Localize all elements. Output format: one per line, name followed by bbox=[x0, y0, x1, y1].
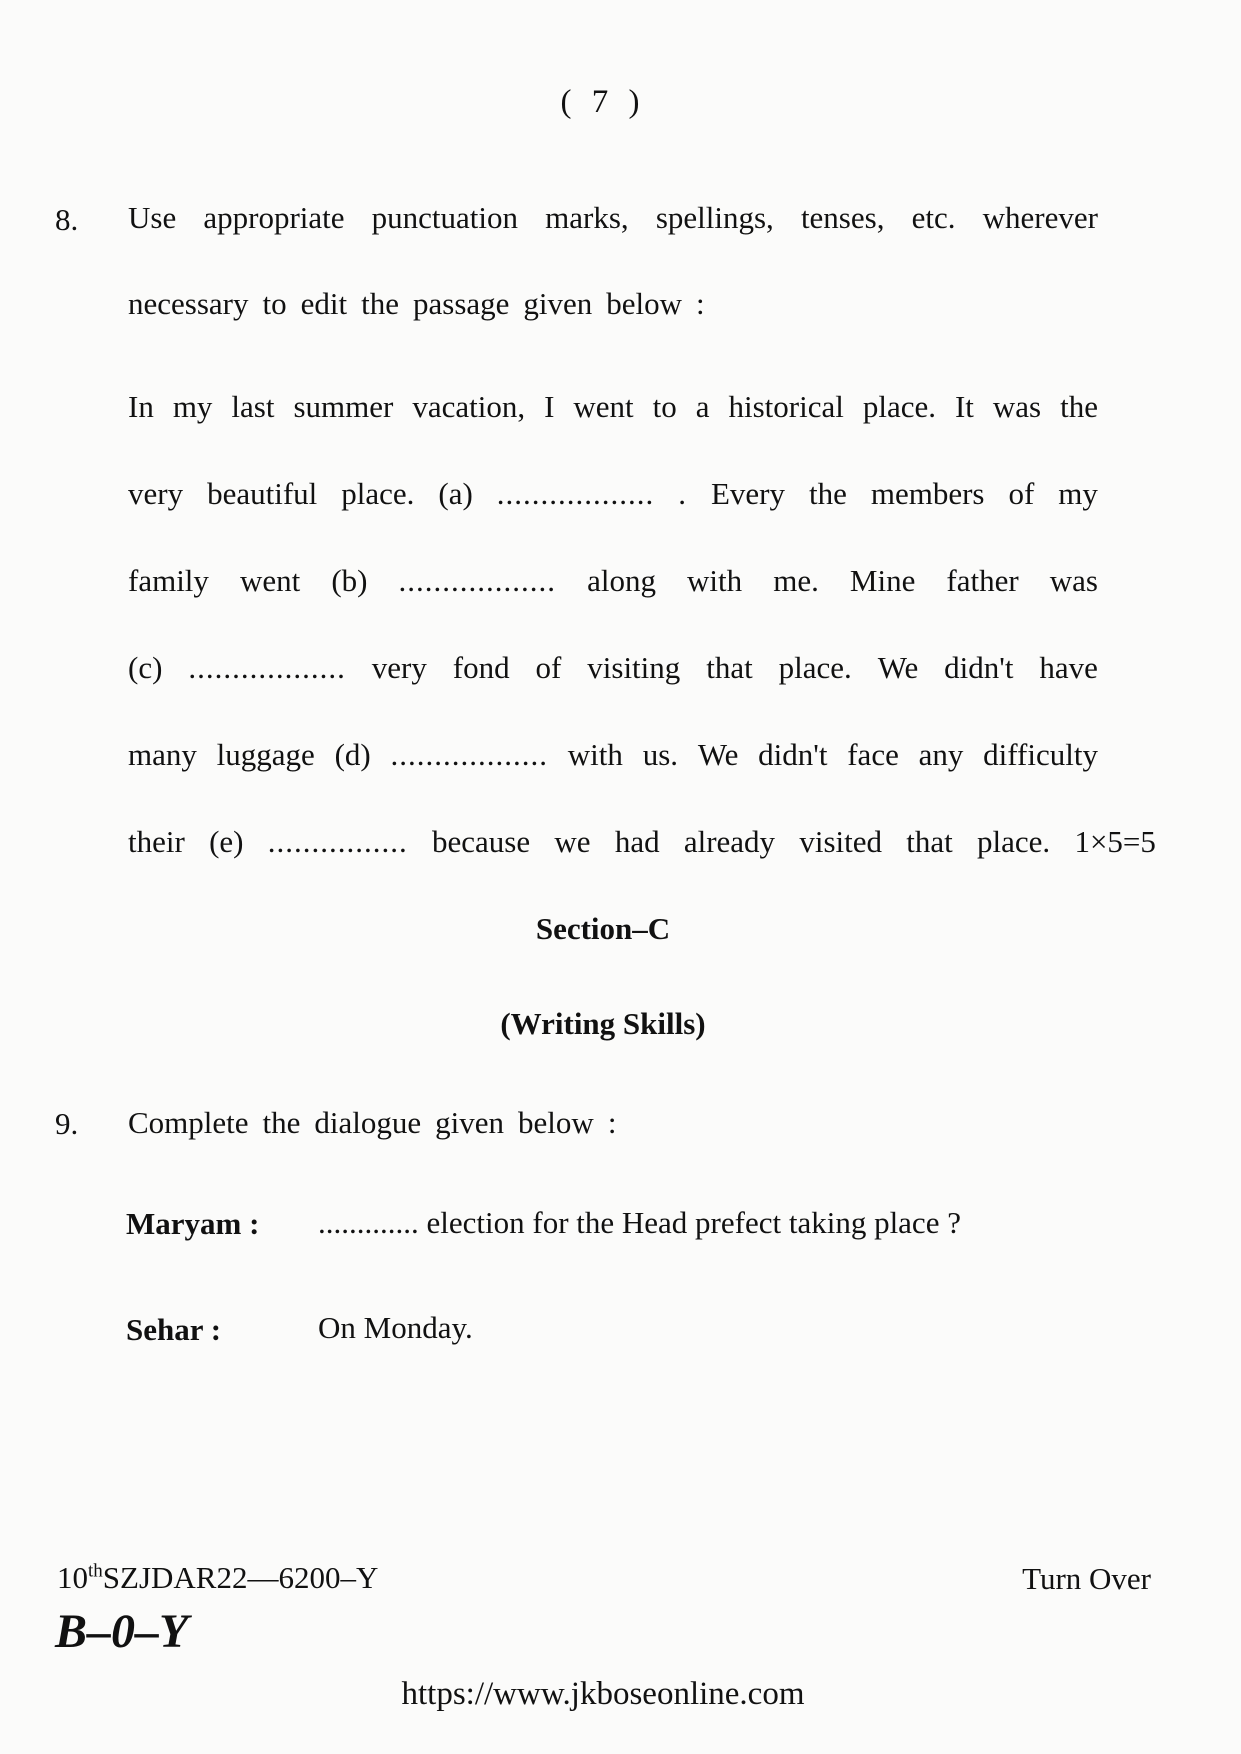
word: face bbox=[847, 737, 899, 772]
blank-dots: ................ bbox=[267, 824, 408, 859]
word: (c) bbox=[128, 650, 163, 685]
word: visiting bbox=[587, 650, 681, 685]
q8-passage-line-1 bbox=[128, 387, 1098, 427]
dialogue-speaker-maryam: Maryam : bbox=[126, 1206, 260, 1241]
word: their bbox=[128, 824, 185, 859]
section-title: Section–C bbox=[535, 911, 671, 946]
paper-code-grade: 10 bbox=[57, 1560, 88, 1595]
word: us. bbox=[642, 737, 679, 772]
source-url: https://www.jkboseonline.com bbox=[401, 1676, 805, 1712]
q8-passage-line-2 bbox=[128, 474, 1098, 514]
word: given bbox=[435, 1105, 505, 1140]
word: In bbox=[128, 389, 154, 424]
word: luggage bbox=[216, 737, 315, 772]
word: father bbox=[946, 563, 1019, 598]
word: was bbox=[992, 389, 1042, 424]
word: : bbox=[607, 1105, 617, 1140]
word: a bbox=[695, 389, 710, 424]
word: given bbox=[523, 286, 593, 321]
word: beautiful bbox=[207, 476, 318, 511]
word: Every bbox=[710, 476, 786, 511]
word: was bbox=[1049, 563, 1098, 598]
word: any bbox=[918, 737, 964, 772]
word: very bbox=[128, 476, 184, 511]
word: punctuation bbox=[371, 200, 519, 235]
word: etc. bbox=[911, 200, 956, 235]
word: didn't bbox=[758, 737, 828, 772]
q8-passage-line-4 bbox=[128, 648, 1098, 688]
word: of bbox=[1008, 476, 1035, 511]
word: I bbox=[544, 389, 555, 424]
q8-instruction-line-2 bbox=[128, 284, 1098, 324]
page-number: ( 7 ) bbox=[560, 84, 646, 120]
word: my bbox=[1058, 476, 1098, 511]
word: tenses, bbox=[800, 200, 885, 235]
word: It bbox=[954, 389, 974, 424]
word: didn't bbox=[944, 650, 1014, 685]
blank-dots: . bbox=[678, 476, 687, 511]
word: We bbox=[697, 737, 739, 772]
paper-code-rest: SZJDAR22—6200–Y bbox=[102, 1560, 379, 1595]
word: summer bbox=[293, 389, 394, 424]
paper-code bbox=[57, 1560, 378, 1596]
paper-code-sup: th bbox=[88, 1560, 103, 1582]
word: difficulty bbox=[983, 737, 1098, 772]
blank-dots: .................. bbox=[390, 737, 549, 772]
word: Complete bbox=[128, 1105, 249, 1140]
q8-instruction-line-1 bbox=[128, 198, 1098, 238]
dialogue-line-sehar: On Monday. bbox=[318, 1310, 473, 1345]
word: me. bbox=[773, 563, 819, 598]
question-9-number: 9. bbox=[55, 1106, 79, 1141]
word: went bbox=[239, 563, 301, 598]
blank-dots: .................. bbox=[398, 563, 557, 598]
word: very bbox=[371, 650, 427, 685]
booklet-code: B–0–Y bbox=[55, 1605, 189, 1658]
word: below bbox=[518, 1105, 594, 1140]
word: place. bbox=[862, 389, 936, 424]
word: my bbox=[172, 389, 213, 424]
word: with bbox=[687, 563, 743, 598]
word: (a) bbox=[438, 476, 473, 511]
word: spellings, bbox=[655, 200, 774, 235]
word: dialogue bbox=[314, 1105, 422, 1140]
word: we bbox=[554, 824, 591, 859]
word: family bbox=[128, 563, 209, 598]
q8-passage-line-5 bbox=[128, 735, 1098, 775]
word: place. bbox=[778, 650, 852, 685]
section-subtitle: (Writing Skills) bbox=[500, 1006, 706, 1041]
word: (e) bbox=[209, 824, 244, 859]
word: last bbox=[231, 389, 275, 424]
word: to bbox=[262, 286, 287, 321]
word: members bbox=[870, 476, 985, 511]
q8-passage-line-6 bbox=[128, 822, 1156, 862]
blank-dots: .................. bbox=[188, 650, 346, 685]
word: 1×5=5 bbox=[1074, 824, 1156, 859]
word: place. bbox=[977, 824, 1051, 859]
question-8-number: 8. bbox=[55, 202, 79, 237]
word: place. bbox=[341, 476, 415, 511]
word: many bbox=[128, 737, 197, 772]
word: appropriate bbox=[203, 200, 345, 235]
word: that bbox=[906, 824, 953, 859]
word: necessary bbox=[128, 286, 249, 321]
word: We bbox=[877, 650, 919, 685]
word: went bbox=[573, 389, 634, 424]
word: because bbox=[432, 824, 531, 859]
word: the bbox=[361, 286, 399, 321]
word: fond bbox=[452, 650, 510, 685]
word: passage bbox=[413, 286, 510, 321]
word: Use bbox=[128, 200, 177, 235]
word: vacation, bbox=[412, 389, 526, 424]
word: : bbox=[696, 286, 705, 321]
word: had bbox=[614, 824, 660, 859]
word: below bbox=[606, 286, 683, 321]
word: already bbox=[683, 824, 776, 859]
word: that bbox=[706, 650, 753, 685]
dialogue-speaker-sehar: Sehar : bbox=[126, 1312, 222, 1347]
word: along bbox=[587, 563, 656, 598]
word: wherever bbox=[982, 200, 1098, 235]
blank-dots: .................. bbox=[496, 476, 655, 511]
word: the bbox=[262, 1105, 301, 1140]
word: the bbox=[809, 476, 847, 511]
dialogue-line-maryam: ............. election for the Head prefect taking place ? bbox=[318, 1205, 961, 1240]
word: to bbox=[652, 389, 677, 424]
word: with bbox=[567, 737, 623, 772]
word: have bbox=[1039, 650, 1098, 685]
word: of bbox=[535, 650, 562, 685]
word: the bbox=[1060, 389, 1098, 424]
word: Mine bbox=[849, 563, 916, 598]
word: edit bbox=[300, 286, 348, 321]
q9-instruction bbox=[128, 1103, 1098, 1143]
word: (b) bbox=[331, 563, 368, 598]
word: visited bbox=[799, 824, 882, 859]
word: (d) bbox=[334, 737, 371, 772]
word: historical bbox=[728, 389, 844, 424]
word: marks, bbox=[545, 200, 629, 235]
q8-passage-line-3 bbox=[128, 561, 1098, 601]
turn-over-label: Turn Over bbox=[1022, 1561, 1151, 1596]
